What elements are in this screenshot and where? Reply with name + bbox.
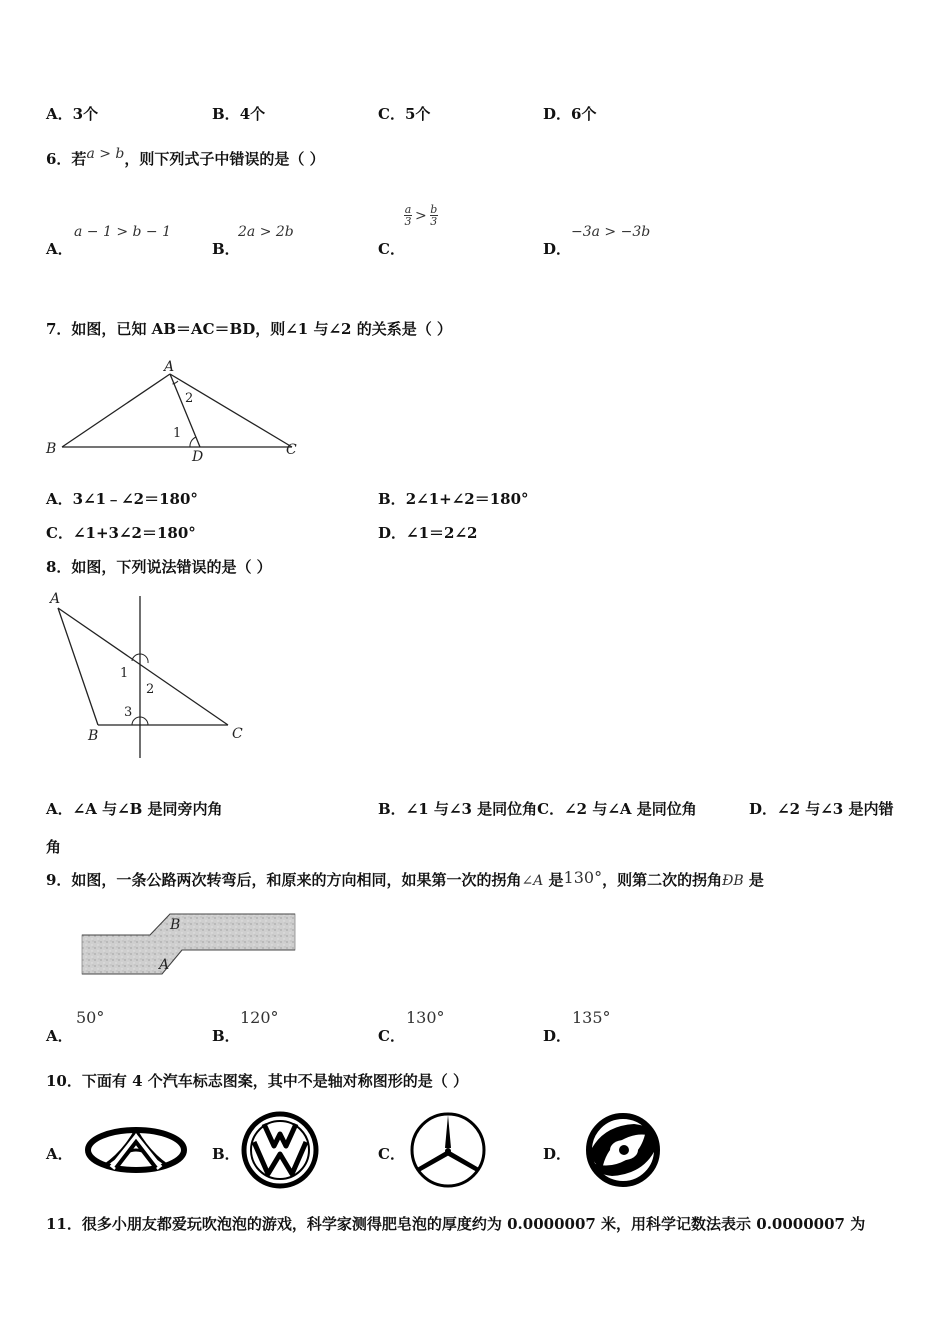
q10-option-a-key: A． (46, 1145, 73, 1163)
q7-option-b: B．2∠1+∠2＝180° (378, 490, 529, 508)
q11-stem: 11．很多小朋友都爱玩吹泡泡的游戏，科学家测得肥皂泡的厚度约为 0.0000007 米，用科学记数法表示 0.0000007 为 (46, 1215, 866, 1233)
label-angle-2: 2 (146, 682, 155, 697)
q9-option-d-key: D． (543, 1027, 572, 1045)
label-b: B (88, 728, 99, 744)
option-key: D． (543, 105, 572, 123)
q10-stem: 10．下面有 4 个汽车标志图案，其中不是轴对称图形的是（ ） (46, 1072, 468, 1090)
q9-option-d-value: 135° (572, 1008, 611, 1027)
q9-value: 130° (563, 868, 603, 887)
q6-condition: a > b (86, 146, 125, 162)
q8-option-d: D．∠2 与∠3 是内错 (749, 800, 894, 818)
q9-option-a-key: A． (46, 1027, 73, 1045)
q9-option-c-key: C． (378, 1027, 405, 1045)
q6-suffix: ，则下列式子中错误的是（ ） (124, 150, 325, 168)
q6-option-a-key: A． (46, 240, 73, 258)
q6-option-c-key: C． (378, 240, 405, 258)
q6-option-a-math: a − 1 > b − 1 (74, 224, 172, 240)
option-text: 6个 (571, 105, 597, 123)
volkswagen-logo-icon (240, 1110, 320, 1190)
label-c: C (232, 726, 243, 742)
q9-stem: 9．如图，一条公路两次转弯后，和原来的方向相同，如果第一次的拐角∠A 是130°，则第二次的拐角ÐB 是 (46, 868, 764, 889)
dongfeng-logo-icon (582, 1112, 664, 1188)
q6-option-b-math: 2a > 2b (238, 224, 294, 240)
fraction-left: a 3 (404, 203, 412, 228)
infiniti-logo-icon (84, 1124, 188, 1176)
option-key: C． (378, 105, 405, 123)
q9-option-b-value: 120° (240, 1008, 279, 1027)
label-a: A (159, 957, 170, 973)
q8-option-a: A．∠A 与∠B 是同旁内角 (46, 800, 223, 818)
q5-option-d (543, 103, 596, 124)
option-text: 5个 (404, 105, 431, 123)
label-angle-3: 3 (124, 705, 133, 720)
angle-1-arc (190, 437, 196, 447)
q9-option-a-value: 50° (76, 1008, 105, 1027)
label-angle-2: 2 (185, 391, 194, 406)
q9-option-b-key: B． (212, 1027, 240, 1045)
label-c: C (286, 442, 297, 458)
q9-angle-b: ÐB (722, 873, 744, 889)
q7-option-d: D．∠1＝2∠2 (378, 524, 478, 542)
segment-ab (62, 374, 170, 447)
q7-triangle-figure (40, 356, 310, 468)
q7-option-a: A．3∠1﹣∠2＝180° (46, 490, 198, 508)
q9-angle-a: ∠A (521, 873, 544, 889)
segment-ac (170, 374, 292, 447)
q9-road-figure (82, 910, 297, 978)
label-b: B (46, 441, 57, 457)
q8-stem: 8．如图，下列说法错误的是（ ） (46, 558, 272, 576)
option-text: 4个 (239, 105, 266, 123)
q10-option-b-key: B． (212, 1145, 240, 1163)
option-key: B． (212, 105, 240, 123)
segment-ac (58, 608, 228, 725)
label-a: A (50, 591, 61, 607)
road-shape (82, 914, 295, 974)
option-key: A． (46, 105, 73, 123)
label-d: D (192, 449, 204, 465)
label-b: B (170, 917, 181, 933)
q5-option-a (46, 103, 98, 124)
q6-option-b-key: B． (212, 240, 240, 258)
q10-option-d-key: D． (543, 1145, 572, 1163)
q6-option-d-key: D． (543, 240, 572, 258)
q9-option-c-value: 130° (406, 1008, 445, 1027)
q7-stem: 7．如图，已知 AB＝AC＝BD，则∠1 与∠2 的关系是（ ） (46, 320, 452, 338)
label-angle-1: 1 (173, 426, 182, 441)
segment-ab (58, 608, 98, 725)
q8-option-d-wrap: 角 (46, 838, 62, 856)
mercedes-logo-icon (408, 1110, 488, 1190)
q7-option-c: C．∠1+3∠2＝180° (46, 524, 196, 542)
option-text: 3个 (72, 105, 99, 123)
label-a: A (164, 359, 175, 375)
q6-prefix: 6．若 (46, 150, 87, 168)
label-angle-1: 1 (120, 666, 129, 681)
q10-option-c-key: C． (378, 1145, 405, 1163)
q8-triangle-figure (40, 586, 270, 761)
q6-option-d-math: −3a > −3b (571, 224, 651, 240)
q6-stem (46, 148, 325, 169)
q5-option-b (212, 103, 265, 124)
q8-option-b-c: B．∠1 与∠3 是同位角C．∠2 与∠A 是同位角 (378, 800, 697, 818)
q5-option-c (378, 103, 430, 124)
q6-option-c-math: a 3 > b 3 (404, 203, 438, 228)
fraction-right: b 3 (430, 203, 438, 228)
